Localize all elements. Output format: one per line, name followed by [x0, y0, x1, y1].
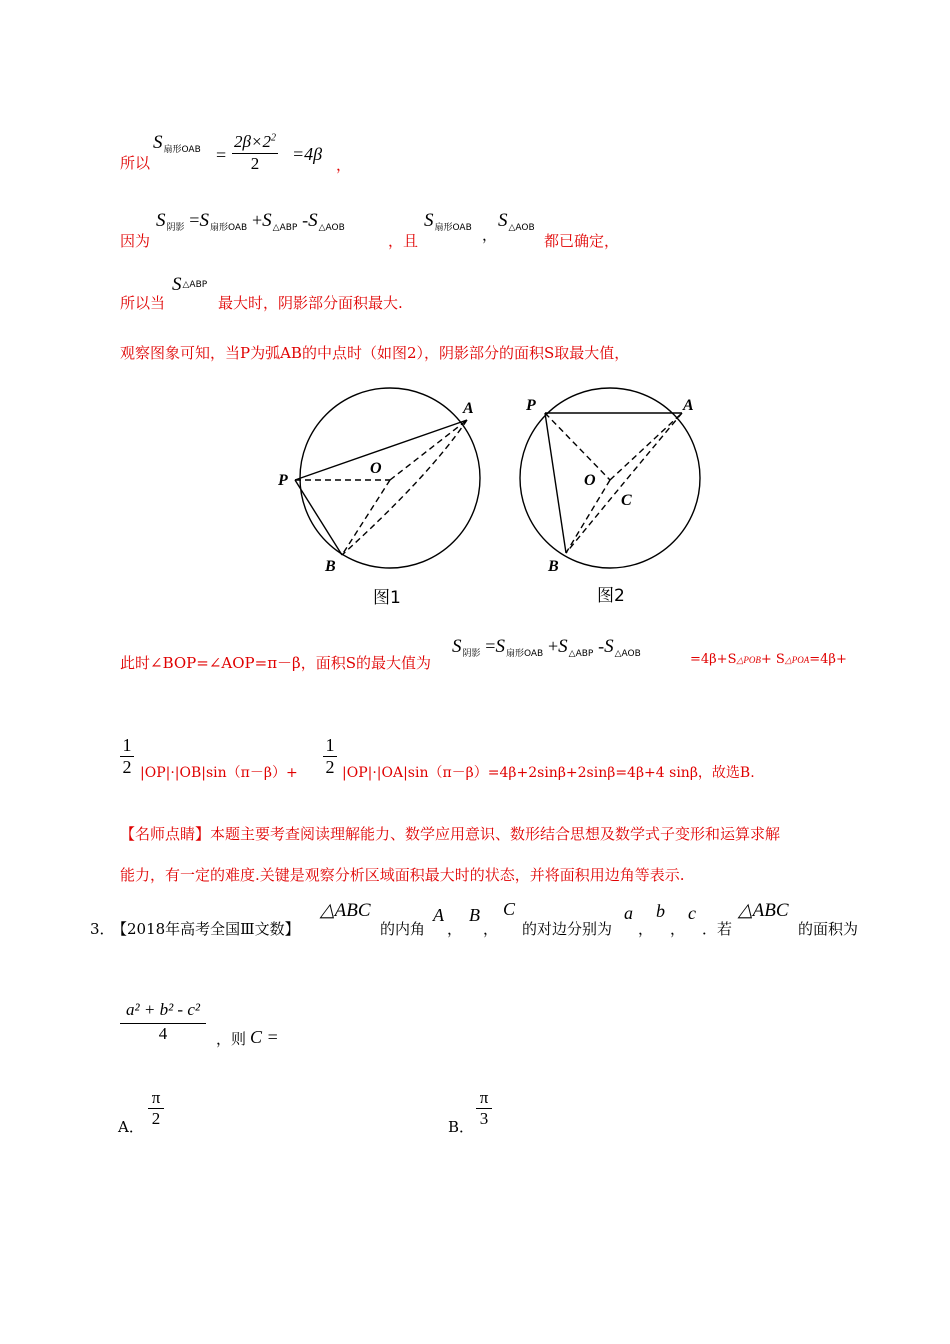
- fig1-label-a: A: [463, 400, 474, 417]
- fig1-radius-ob: [342, 480, 390, 555]
- sector-symbol-2: $S_{扇形OAB}$: [424, 210, 472, 233]
- fig1-caption: 图1: [373, 588, 401, 608]
- sep-3: ，: [638, 920, 654, 938]
- sector-result: =4β: [292, 144, 323, 164]
- q-text-1: 的内角: [380, 920, 426, 938]
- line3-prefix: 所以当: [120, 294, 166, 312]
- angle-c: C: [503, 899, 516, 919]
- line1-prefix: 所以: [120, 154, 151, 172]
- then-text: ，则: [216, 1030, 247, 1048]
- fig1-label-p: P: [278, 472, 288, 489]
- abp-symbol: $S^{\triangle ABP}$: [172, 274, 208, 295]
- line2-comma: ，: [482, 226, 498, 244]
- teacher-comment-2: 能力，有一定的难度.关键是观察分析区域面积最大时的状态，并将面积用边角等表示.: [120, 866, 685, 884]
- option-b-label: B．: [448, 1118, 475, 1136]
- side-b: b: [656, 901, 665, 921]
- shadow-formula-2: $S_{阴影} =S_{扇形OAB} +S_{\triangle ABP}$ $-S_{\triangle AOB}$: [452, 636, 641, 659]
- fig1-label-b: B: [325, 558, 336, 575]
- line1-suffix: ，: [336, 156, 352, 174]
- figures: [270, 385, 730, 615]
- figure-1: [295, 388, 480, 568]
- side-a: a: [624, 903, 633, 923]
- calc-part2: |OP|·|OA|sin（π－β）=4β+2sinβ+2sinβ=4β+4 sinβ，故选B.: [342, 765, 755, 781]
- equals-sign: =: [216, 145, 227, 165]
- fig1-label-o: O: [370, 460, 382, 477]
- question-3: [90, 898, 890, 948]
- sep-1: ，: [447, 920, 463, 938]
- fig2-radius-oa: [610, 413, 682, 480]
- fig2-label-o: O: [584, 472, 596, 489]
- question-number: 3．: [90, 920, 115, 938]
- fig2-label-c: C: [621, 492, 632, 509]
- fig1-circle: [300, 388, 480, 568]
- angle-a: A: [433, 905, 444, 925]
- half-fraction-2: 1 2: [323, 735, 337, 778]
- fig2-radius-ob: [566, 480, 610, 553]
- side-c: c: [688, 903, 696, 923]
- sector-area-symbol: $S_{扇形OAB}$: [153, 132, 201, 155]
- question-source: 【2018年高考全国Ⅲ文数】: [112, 920, 300, 938]
- fig2-chord-pb: [545, 413, 566, 553]
- option-a-label: A．: [118, 1118, 144, 1136]
- sep-2: ，: [483, 920, 499, 938]
- line5-tail: =4β+S△POB+ S△POA=4β+: [690, 652, 847, 667]
- line2-prefix: 因为: [120, 232, 151, 250]
- line5-prefix: 此时∠BOP=∠AOP=π－β，面积S的最大值为: [120, 654, 431, 672]
- teacher-comment-1: 【名师点睛】本题主要考查阅读理解能力、数学应用意识、数形结合思想及数学式子变形和运算求解: [120, 825, 781, 843]
- sector-fraction: $2\beta\times 2^2$ 2: [234, 132, 276, 173]
- option-a-fraction: π 2: [148, 1088, 164, 1129]
- fig1-arc-ab: [342, 420, 467, 555]
- triangle-abc-2: △ABC: [738, 900, 789, 921]
- line-observation: 观察图象可知，当P为弧AB的中点时（如图2），阴影部分的面积S取最大值，: [120, 344, 630, 362]
- shadow-formula: $S_{阴影} =S_{扇形OAB} +S_{\triangle ABP}$ $-S_{\triangle AOB}$: [156, 210, 345, 233]
- fig2-radius-op: [545, 413, 610, 480]
- fig2-label-b: B: [548, 558, 559, 575]
- line3-suffix: 最大时，阴影部分面积最大.: [218, 294, 403, 312]
- area-fraction-block: a² + b² - c² 4: [120, 1000, 206, 1044]
- figure-2: [520, 388, 700, 568]
- q-text-2: 的对边分别为: [522, 920, 613, 938]
- line2-suffix: 都已确定，: [544, 232, 620, 250]
- fig1-chord-pb: [295, 480, 342, 555]
- aob-symbol: $S_{\triangle AOB}$: [498, 210, 535, 233]
- fig2-caption: 图2: [597, 586, 625, 606]
- angle-b: B: [469, 905, 480, 925]
- fig2-label-a: A: [683, 397, 694, 414]
- triangle-abc-1: △ABC: [320, 900, 371, 921]
- half-fraction-1: 1 2: [120, 735, 134, 778]
- q-text-4: 的面积为: [798, 920, 859, 938]
- q-text-3: ．若: [702, 920, 733, 938]
- ask-c: C =: [250, 1027, 279, 1047]
- fig2-label-p: P: [526, 397, 536, 414]
- fig1-radius-oa: [390, 420, 467, 480]
- line2-mid: ，且: [388, 232, 419, 250]
- sep-4: ，: [670, 920, 686, 938]
- option-b-fraction: π 3: [476, 1088, 492, 1129]
- calc-part1: |OP|·|OB|sin（π－β）+: [140, 765, 298, 781]
